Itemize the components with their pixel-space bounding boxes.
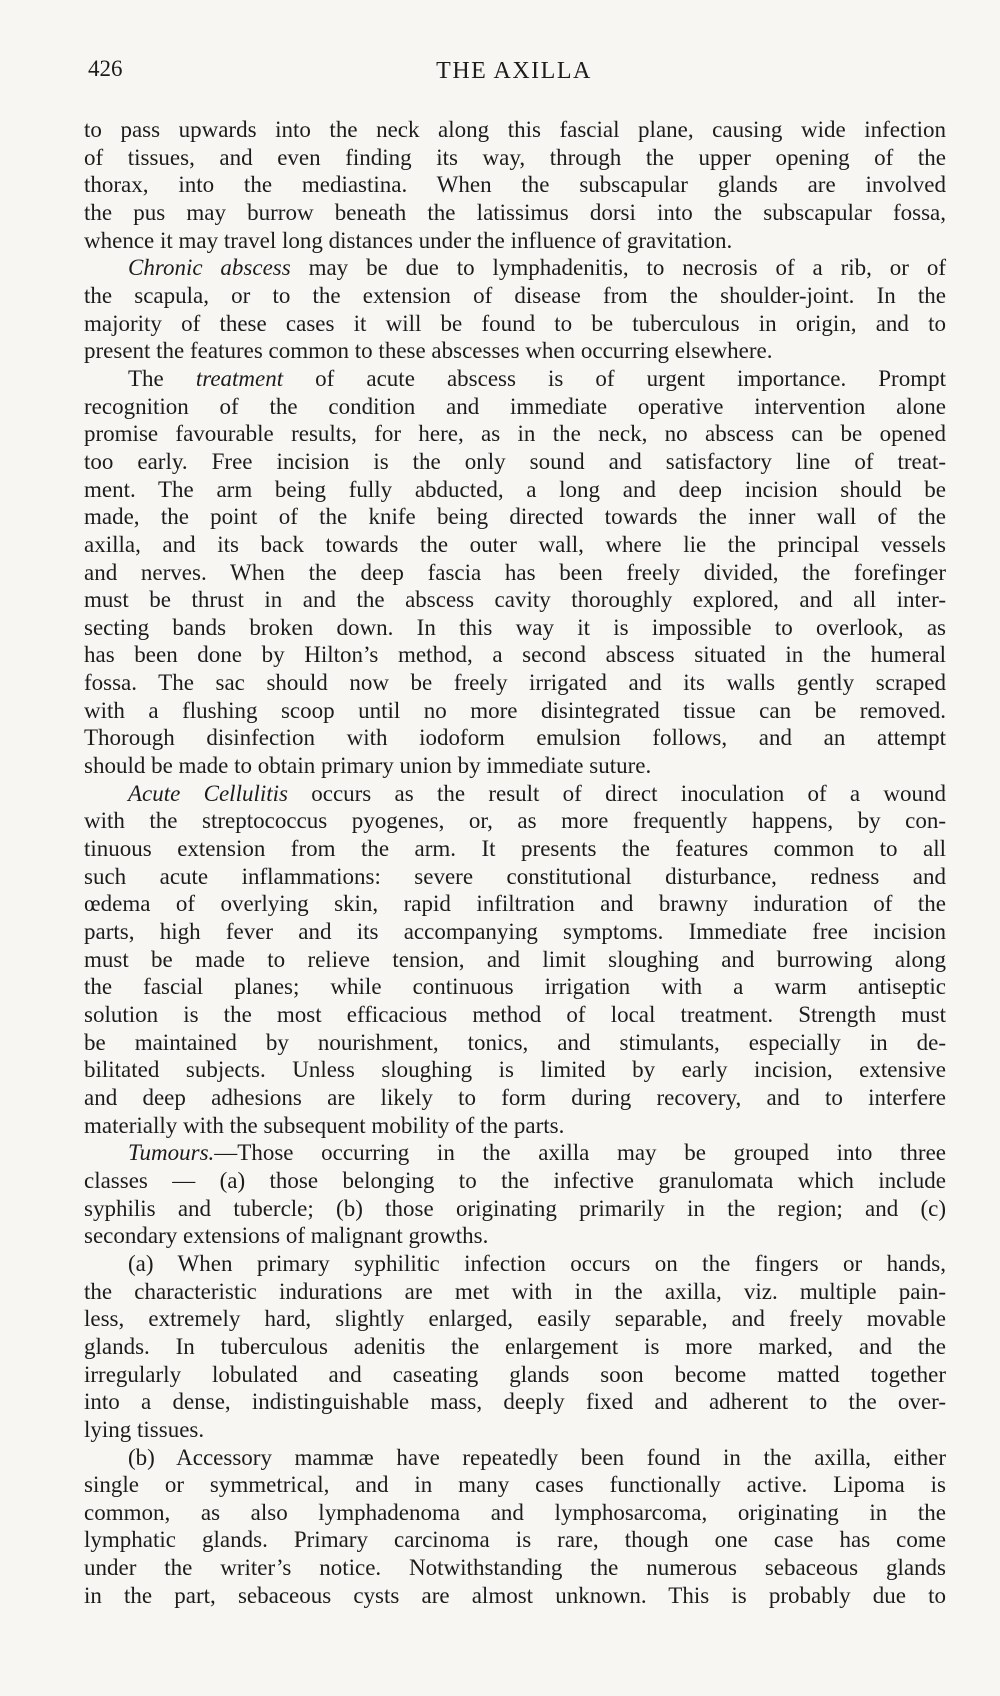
text-segment: must be made to relieve tension, and limit sloughing and burrowing along	[84, 946, 946, 972]
text-line	[84, 1388, 946, 1416]
text-line	[84, 752, 946, 780]
text-line	[84, 1222, 946, 1250]
text-line	[84, 835, 946, 863]
text-segment: axilla, and its back towards the outer wall, where lie the principal vessels	[84, 531, 946, 557]
text-line	[84, 282, 946, 310]
text-line	[84, 227, 946, 255]
text-line	[84, 614, 946, 642]
text-line	[84, 1056, 946, 1084]
page-header	[88, 56, 940, 92]
text-segment: less, extremely hard, slightly enlarged, easily separable, and freely movable	[84, 1306, 946, 1332]
text-line	[84, 1554, 946, 1582]
text-segment: common, as also lymphadenoma and lymphosarcoma, originating in the	[84, 1499, 946, 1525]
text-segment: whence it may travel long distances under the influence of gravitation.	[84, 227, 733, 253]
text-line	[84, 641, 946, 669]
text-line	[84, 144, 946, 172]
text-line	[84, 448, 946, 476]
text-line	[84, 393, 946, 421]
text-segment: should be made to obtain primary union by immediate suture.	[84, 753, 652, 779]
text-line	[84, 199, 946, 227]
text-line	[84, 1250, 946, 1278]
text-segment: with the streptococcus pyogenes, or, as more frequently happens, by con-	[84, 808, 946, 834]
italic-term: Tumours.	[128, 1140, 215, 1166]
text-line	[84, 1112, 946, 1140]
text-line	[84, 1029, 946, 1057]
text-line	[84, 918, 946, 946]
text-line	[84, 1416, 946, 1444]
text-line	[84, 1444, 946, 1472]
text-line	[84, 1195, 946, 1223]
text-line	[84, 116, 946, 144]
italic-term: treatment	[195, 365, 284, 391]
text-segment: the pus may burrow beneath the latissimus dorsi into the subscapular fossa,	[84, 199, 946, 225]
text-segment: majority of these cases it will be found to be tuberculous in origin, and to	[84, 310, 946, 336]
text-line	[84, 531, 946, 559]
text-line	[84, 420, 946, 448]
page-number: 426	[88, 56, 123, 81]
text-segment: glands. In tuberculous adenitis the enlargement is more marked, and the	[84, 1333, 946, 1359]
text-line	[84, 1582, 946, 1610]
text-segment: to pass upwards into the neck along this fascial plane, causing wide infection	[84, 117, 946, 142]
text-line	[84, 365, 946, 393]
text-line	[84, 669, 946, 697]
italic-term: Acute Cellulitis	[128, 780, 288, 806]
text-segment: lying tissues.	[84, 1416, 205, 1442]
text-segment: too early. Free incision is the only sound and satisfactory line of treat-	[84, 448, 946, 474]
text-segment: (a) When primary syphilitic infection occurs on the fingers or hands,	[128, 1250, 946, 1276]
text-line	[84, 310, 946, 338]
text-segment: The	[128, 365, 196, 391]
text-line	[84, 1305, 946, 1333]
running-head: THE AXILLA	[436, 58, 592, 84]
text-line	[84, 171, 946, 199]
text-line	[84, 946, 946, 974]
text-segment: made, the point of the knife being directed towards the inner wall of the	[84, 504, 946, 530]
text-line	[84, 503, 946, 531]
text-line	[84, 697, 946, 725]
text-segment: —Those occurring in the axilla may be grouped into three	[214, 1140, 946, 1166]
text-segment: Thorough disinfection with iodoform emulsion follows, and an attempt	[84, 725, 946, 751]
text-segment: secondary extensions of malignant growths.	[84, 1223, 489, 1249]
text-segment: thorax, into the mediastina. When the subscapular glands are involved	[84, 172, 946, 198]
text-segment: the fascial planes; while continuous irrigation with a warm antiseptic	[84, 974, 946, 1000]
text-segment: promise favourable results, for here, as in the neck, no abscess can be opened	[84, 421, 946, 447]
text-line	[84, 890, 946, 918]
text-line	[84, 1278, 946, 1306]
text-line	[84, 863, 946, 891]
text-segment: syphilis and tubercle; (b) those originating primarily in the region; and (c)	[84, 1195, 946, 1221]
text-segment: of acute abscess is of urgent importance. Prompt	[283, 365, 947, 391]
text-line	[84, 780, 946, 808]
text-segment: be maintained by nourishment, tonics, and stimulants, especially in de-	[84, 1029, 946, 1055]
text-segment: bilitated subjects. Unless sloughing is limited by early incision, extensive	[84, 1057, 946, 1083]
text-segment: of tissues, and even finding its way, through the upper opening of the	[84, 144, 946, 170]
text-line	[84, 1001, 946, 1029]
text-line	[84, 1361, 946, 1389]
text-segment: has been done by Hilton’s method, a second abscess situated in the humeral	[84, 642, 946, 668]
text-line	[84, 1333, 946, 1361]
text-segment: the scapula, or to the extension of disease from the shoulder-joint. In the	[84, 282, 946, 308]
text-line	[84, 1471, 946, 1499]
text-line	[84, 337, 946, 365]
text-segment: secting bands broken down. In this way it is impossible to overlook, as	[84, 614, 946, 640]
text-segment: classes — (a) those belonging to the infective granulomata which include	[84, 1167, 946, 1193]
text-segment: may be due to lymphadenitis, to necrosis of a rib, or of	[290, 255, 947, 281]
text-segment: under the writer’s notice. Notwithstanding the numerous sebaceous glands	[84, 1555, 946, 1581]
text-segment: irregularly lobulated and caseating glands soon become matted together	[84, 1361, 946, 1387]
text-line	[84, 1167, 946, 1195]
text-segment: materially with the subsequent mobility of the parts.	[84, 1112, 565, 1138]
text-line	[84, 1139, 946, 1167]
text-line	[84, 1526, 946, 1554]
italic-term: Chronic abscess	[128, 255, 291, 281]
text-line	[84, 254, 946, 282]
text-line	[84, 1084, 946, 1112]
text-line	[84, 586, 946, 614]
text-segment: lymphatic glands. Primary carcinoma is rare, though one case has come	[84, 1527, 946, 1553]
text-segment: and deep adhesions are likely to form during recovery, and to interfere	[84, 1084, 946, 1110]
body-text	[84, 116, 946, 1609]
text-line	[84, 973, 946, 1001]
text-line	[84, 476, 946, 504]
text-line	[84, 724, 946, 752]
text-segment: parts, high fever and its accompanying symptoms. Immediate free incision	[84, 919, 946, 945]
text-segment: in the part, sebaceous cysts are almost unknown. This is probably due to	[84, 1582, 946, 1608]
text-segment: (b) Accessory mammæ have repeatedly been found in the axilla, either	[128, 1444, 946, 1470]
text-segment: such acute inflammations: severe constitutional disturbance, redness and	[84, 863, 946, 889]
text-segment: into a dense, indistinguishable mass, deeply fixed and adherent to the over-	[84, 1389, 946, 1415]
text-segment: recognition of the condition and immediate operative intervention alone	[84, 393, 946, 419]
text-line	[84, 1499, 946, 1527]
text-segment: solution is the most efficacious method of local treatment. Strength must	[84, 1002, 946, 1027]
text-segment: and nerves. When the deep fascia has been freely divided, the forefinger	[84, 559, 946, 585]
text-segment: ment. The arm being fully abducted, a long and deep incision should be	[84, 476, 946, 502]
text-segment: with a flushing scoop until no more disintegrated tissue can be removed.	[84, 697, 946, 723]
text-segment: tinuous extension from the arm. It presents the features common to all	[84, 836, 946, 862]
text-segment: must be thrust in and the abscess cavity thoroughly explored, and all inter-	[84, 587, 946, 613]
text-segment: œdema of overlying skin, rapid infiltration and brawny induration of the	[84, 891, 946, 917]
text-line	[84, 807, 946, 835]
text-segment: the characteristic indurations are met with in the axilla, viz. multiple pain-	[84, 1278, 946, 1304]
text-segment: occurs as the result of direct inoculation of a wound	[287, 780, 946, 806]
text-segment: fossa. The sac should now be freely irrigated and its walls gently scraped	[84, 670, 946, 696]
text-segment: present the features common to these abscesses when occurring elsewhere.	[84, 338, 773, 364]
text-segment: single or symmetrical, and in many cases functionally active. Lipoma is	[84, 1472, 946, 1498]
text-line	[84, 559, 946, 587]
